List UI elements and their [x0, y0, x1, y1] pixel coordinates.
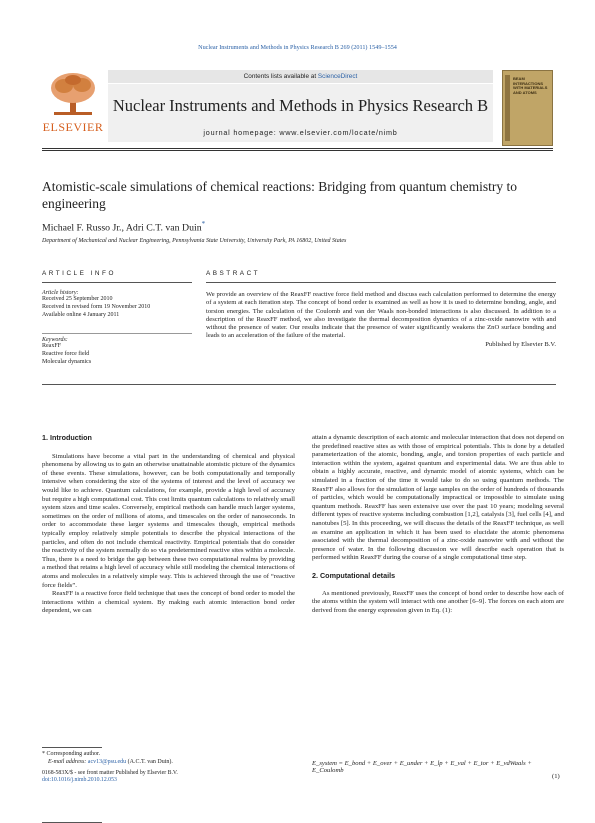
affiliation: Department of Mechanical and Nuclear Engineering, Pennsylvania State University, University Park, PA 16802, United States	[42, 238, 347, 244]
footnote-email-suffix: (A.C.T. van Duin).	[127, 758, 173, 765]
issn-line: 0168-583X/$ - see front matter Published by Elsevier B.V.	[42, 770, 178, 776]
keywords-label: Keywords:	[42, 337, 68, 343]
authors	[42, 220, 205, 233]
footnote-email-link[interactable]: acv13@psu.edu	[87, 758, 127, 765]
abstract-rule	[206, 282, 556, 283]
footnote-block	[42, 747, 302, 766]
sciencedirect-link[interactable]: ScienceDirect	[317, 73, 358, 80]
intro-paragraph-1: Simulations have become a vital part in the understanding of chemical and physical phenomena by allowing us to gain an otherwise unattainable atomistic picture of the dynamics of these events. These simulations, however, can be both computationally and temporally intensive when considering the size of the systems of interest and the level of accuracy we would like to achieve. Quantum calculations, for example, provide a high level of accuracy but require a high computational cost. This cost limits quantum calculations to relatively small system sizes and time scales. Conversely, empirical methods can handle much larger systems, sometimes on the order of millions of atoms, and timescales on the order of nanoseconds. In order to accommodate these larger systems and timescales though, empirical methods typically employ relatively simple potentials to describe the physical interactions of the particles, and often do not include chemical reactivity. Empirical potentials that do consider the reactivity of the system normally do so via predetermined reactive sites within a molecule. Thus, there is a need to bridge the gap between these two computational realms by providing a method that retains a high level of accuracy while still modeling the chemical interactions of atoms and molecules in a relatively simple way. This is achieved through the use of “reactive force fields”.	[42, 452, 295, 589]
publisher-logo-text: ELSEVIER	[42, 120, 104, 134]
footnote-mark: *	[42, 751, 45, 757]
article-info-rule	[42, 282, 192, 283]
footnote-corresponding-text: Corresponding author.	[46, 751, 101, 757]
abstract-text: We provide an overview of the ReaxFF reactive force field method and discuss each calculation performed to determine the energy of a system at each iteration step. The concept of bond order is examined as well as how it is used to determine bonding, angle, and torsion energies. The calculation of the Coulomb and van der Waals non-bonded interactions is also discussed. In addition to a description of the ReaxFF method, we also investigate the thermal decomposition dynamics of a zinc-oxide nanowire with and without the presence of water. Our results indicate that the presence of water significantly weakens the ZnO surface bonding and leads to an acceleration of the failure of the material.	[206, 291, 556, 340]
keyword-item: ReaxFF	[42, 343, 62, 349]
contents-prefix: Contents lists available at	[243, 73, 318, 80]
keyword-item: Reactive force field	[42, 350, 90, 357]
masthead-rule	[42, 148, 553, 149]
journal-cover-image[interactable]	[502, 70, 553, 146]
left-column	[42, 434, 295, 616]
journal-homepage[interactable]: journal homepage: www.elsevier.com/locate/nimb	[203, 128, 398, 137]
issn-block	[42, 770, 302, 785]
author-names: Michael F. Russo Jr., Adri C.T. van Duin	[42, 222, 202, 234]
section-heading-introduction: 1. Introduction	[42, 433, 92, 442]
abstract-body	[206, 291, 556, 349]
equation-number: (1)	[552, 773, 560, 780]
footnote-corresponding	[42, 751, 302, 759]
right-paragraph-2: As mentioned previously, ReaxFF uses the concept of bond order to describe how each of the atoms within the system will interact with one another [6–9]. The forces on each atom are derived from the energy expression given in Eq. (1):	[312, 589, 564, 614]
abstract-label: ABSTRACT	[206, 270, 261, 277]
article-info-label: ARTICLE INFO	[42, 270, 116, 277]
abstract-bottom-rule	[42, 384, 556, 385]
cover-strip	[505, 75, 510, 141]
keyword-item: Molecular dynamics	[42, 358, 92, 365]
right-paragraph-1: attain a dynamic description of each atomic and molecular interaction that does not depend on the predefined reactive sites as with those of empirical potentials. This is done by a detailed parameterization of the atomic, bonding, angle, and torsion properties of each particle and interaction within the system, against quantum and experimental data. We are thus able to obtain a highly accurate, reactive, and dynamic model of atomic systems, which can be simulated in a fraction of the time it would take to do so using quantum methods. The ReaxFF also allows for the simulation of large samples on the order of hundreds of thousands of particles, which would be computationally impractical or impossible to simulate using quantum methods. ReaxFF has seen extensive use over the past 10 years; modeling several different types of reactive systems including combustion [1,2], catalysis [3], fuel cells [4], and nanotubes [5]. In this proceeding, we will discuss the details of the ReaxFF technique, as well as examine an application in which it has been used to elucidate the atomic phenomena associated with the thermal decomposition of a zinc-oxide nanowire with and without the presence of water. In the following discussion we will describe each operation that is performed within ReaxFF during the course of a single computational time step.	[312, 434, 564, 562]
history-received: Received 25 September 2010	[42, 296, 113, 302]
history-revised: Received in revised form 19 November 2010	[42, 303, 151, 310]
contents-bar	[108, 70, 493, 83]
equation-1	[312, 760, 564, 774]
article-title: Atomistic-scale simulations of chemical reactions: Bridging from quantum chemistry to engineering	[42, 179, 518, 211]
tree-icon	[48, 72, 98, 116]
abstract-copyright: Published by Elsevier B.V.	[485, 340, 556, 348]
doi-link[interactable]: doi:10.1016/j.nimb.2010.12.053	[42, 777, 117, 784]
journal-citation[interactable]: Nuclear Instruments and Methods in Physics Research B 269 (2011) 1549–1554	[198, 44, 397, 51]
keywords	[42, 337, 197, 366]
article-history	[42, 290, 197, 319]
section-heading-computational: 2. Computational details	[312, 570, 396, 580]
footnote-separator	[42, 747, 102, 748]
history-online: Available online 4 January 2011	[42, 311, 120, 318]
elsevier-logo[interactable]	[42, 70, 104, 138]
footnote-email-line	[42, 759, 302, 767]
intro-paragraph-2: ReaxFF is a reactive force field technique that uses the concept of bond order to model the interactions within a chemical system. By making each atomic interaction bond order dependent, we can	[42, 590, 295, 615]
masthead	[42, 70, 553, 146]
history-label: Article history:	[42, 290, 79, 296]
right-column	[312, 434, 564, 615]
footnote-email-label: E-mail address:	[48, 758, 87, 765]
cover-title: BEAM INTERACTIONS WITH MATERIALS AND ATOMS	[513, 76, 548, 95]
corresponding-author-mark[interactable]: *	[201, 220, 206, 228]
masthead-rule-2	[42, 150, 553, 151]
journal-title: Nuclear Instruments and Methods in Physics Research B	[112, 96, 489, 115]
journal-panel	[108, 84, 493, 142]
info-divider	[42, 333, 192, 334]
equation-text: E_system = E_bond + E_over + E_under + E_lp + E_val + E_tor + E_vdWaals + E_Coulomb	[312, 760, 532, 774]
